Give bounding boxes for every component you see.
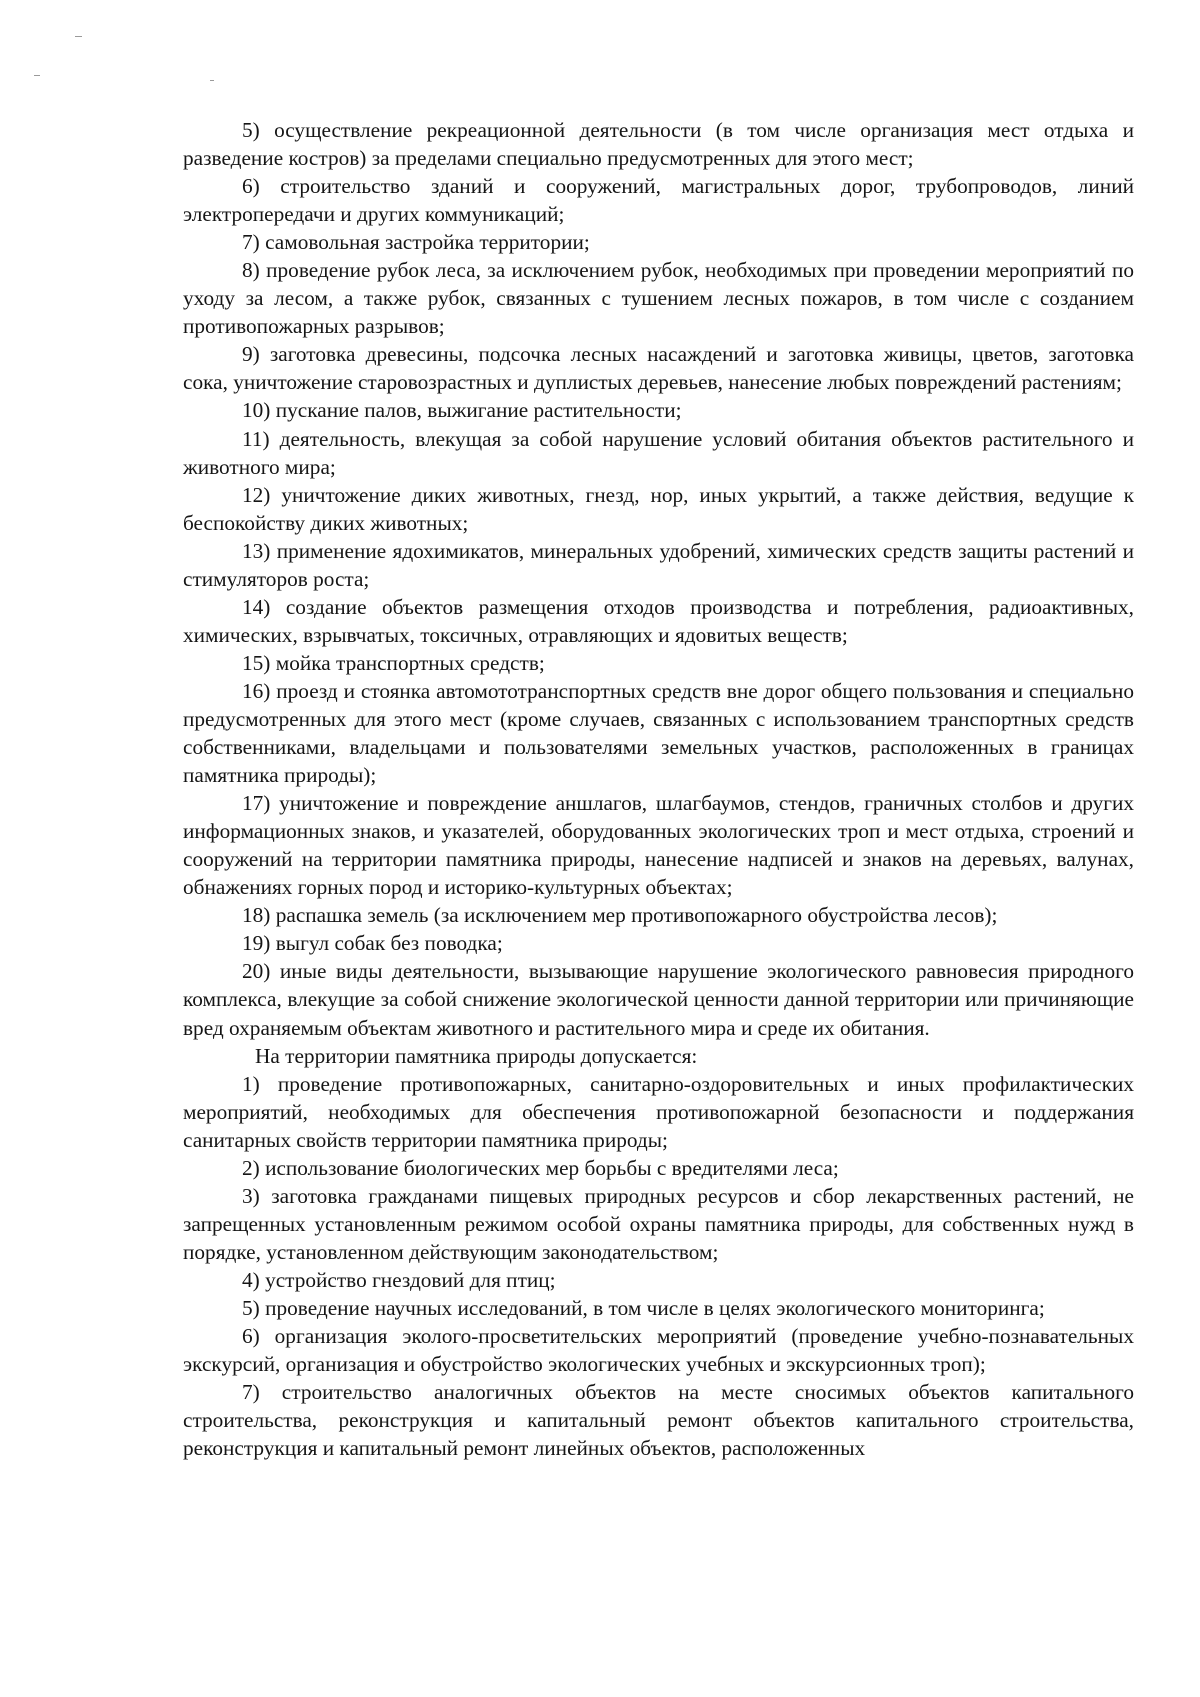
allowed-item-5: 5) проведение научных исследований, в том числе в целях экологического мониторинга; bbox=[242, 1295, 1045, 1320]
allowed-item-3: 3) заготовка гражданами пищевых природных ресурсов и сбор лекарственных растений, не запрещенных установленным режимом особой охраны памятника природы, для собственных нужд в порядке, установленном действующим законодательством; bbox=[183, 1183, 1134, 1264]
allowed-item-7: 7) строительство аналогичных объектов на месте сносимых объектов капитального строительства, реконструкция и капитальный ремонт объектов капитального строительства, реконструкция и капитальный ремонт линейных объектов, расположенных bbox=[183, 1380, 1134, 1461]
paragraph-item-16: 16) проезд и стоянка автомототранспортных средств вне дорог общего пользования и специально предусмотренных для этого мест (кроме случаев, связанных с использованием транспортных средств собственниками, владельцами и пользователями земельных участков, расположенных в границах памятника природы); bbox=[183, 678, 1134, 788]
scan-artifact bbox=[34, 75, 40, 76]
paragraph-item-15: 15) мойка транспортных средств; bbox=[242, 650, 545, 675]
allowed-item-4: 4) устройство гнездовий для птиц; bbox=[242, 1267, 556, 1292]
allowed-item-1: 1) проведение противопожарных, санитарно-оздоровительных и иных профилактических мероприятий, необходимых для обеспечения противопожарной безопасности и поддержания санитарных свойств территории памятника природы; bbox=[183, 1071, 1134, 1152]
section-heading: На территории памятника природы допускается: bbox=[255, 1043, 698, 1068]
paragraph-item-12: 12) уничтожение диких животных, гнезд, нор, иных укрытий, а также действия, ведущие к беспокойству диких животных; bbox=[183, 482, 1134, 535]
allowed-item-2: 2) использование биологических мер борьбы с вредителями леса; bbox=[242, 1155, 839, 1180]
paragraph-item-8: 8) проведение рубок леса, за исключением рубок, необходимых при проведении мероприятий по уходу за лесом, а также рубок, связанных с тушением лесных пожаров, в том числе с созданием противопожарных разрывов; bbox=[183, 258, 1134, 339]
document-body bbox=[183, 116, 1134, 1462]
paragraph-item-10: 10) пускание палов, выжигание растительности; bbox=[242, 398, 682, 423]
paragraph-item-14: 14) создание объектов размещения отходов производства и потребления, радиоактивных, химических, взрывчатых, токсичных, отравляющих и ядовитых веществ; bbox=[183, 594, 1134, 647]
allowed-item-6: 6) организация эколого-просветительских мероприятий (проведение учебно-познавательных экскурсий, организация и обустройство экологических учебных и экскурсионных троп); bbox=[183, 1324, 1134, 1377]
paragraph-item-13: 13) применение ядохимикатов, минеральных удобрений, химических средств защиты растений и стимуляторов роста; bbox=[183, 538, 1134, 591]
paragraph-item-7: 7) самовольная застройка территории; bbox=[242, 230, 590, 255]
paragraph-item-6: 6) строительство зданий и сооружений, магистральных дорог, трубопроводов, линий электропередачи и других коммуникаций; bbox=[183, 174, 1134, 227]
scan-artifact bbox=[75, 36, 82, 37]
paragraph-item-17: 17) уничтожение и повреждение аншлагов, шлагбаумов, стендов, граничных столбов и других информационных знаков, и указателей, оборудованных экологических троп и мест отдыха, строений и сооружений на территории памятника природы, нанесение надписей и знаков на деревьях, валунах, обнажениях горных пород и историко-культурных объектах; bbox=[183, 791, 1134, 900]
paragraph-item-19: 19) выгул собак без поводка; bbox=[242, 931, 503, 956]
scan-artifact bbox=[210, 80, 214, 81]
paragraph-item-9: 9) заготовка древесины, подсочка лесных насаждений и заготовка живицы, цветов, заготовка сока, уничтожение старовозрастных и дуплистых деревьев, нанесение любых повреждений растениям; bbox=[183, 342, 1134, 395]
paragraph-item-18: 18) распашка земель (за исключением мер противопожарного обустройства лесов); bbox=[242, 903, 998, 928]
paragraph-item-11: 11) деятельность, влекущая за собой нарушение условий обитания объектов растительного и животного мира; bbox=[183, 426, 1134, 479]
paragraph-item-20: 20) иные виды деятельности, вызывающие нарушение экологического равновесия природного комплекса, влекущие за собой снижение экологической ценности данной территории или причиняющие вред охраняемым объектам животного и растительного мира и среде их обитания. bbox=[183, 959, 1134, 1040]
paragraph-item-5: 5) осуществление рекреационной деятельности (в том числе организация мест отдыха и разведение костров) за пределами специально предусмотренных для этого мест; bbox=[183, 118, 1134, 171]
